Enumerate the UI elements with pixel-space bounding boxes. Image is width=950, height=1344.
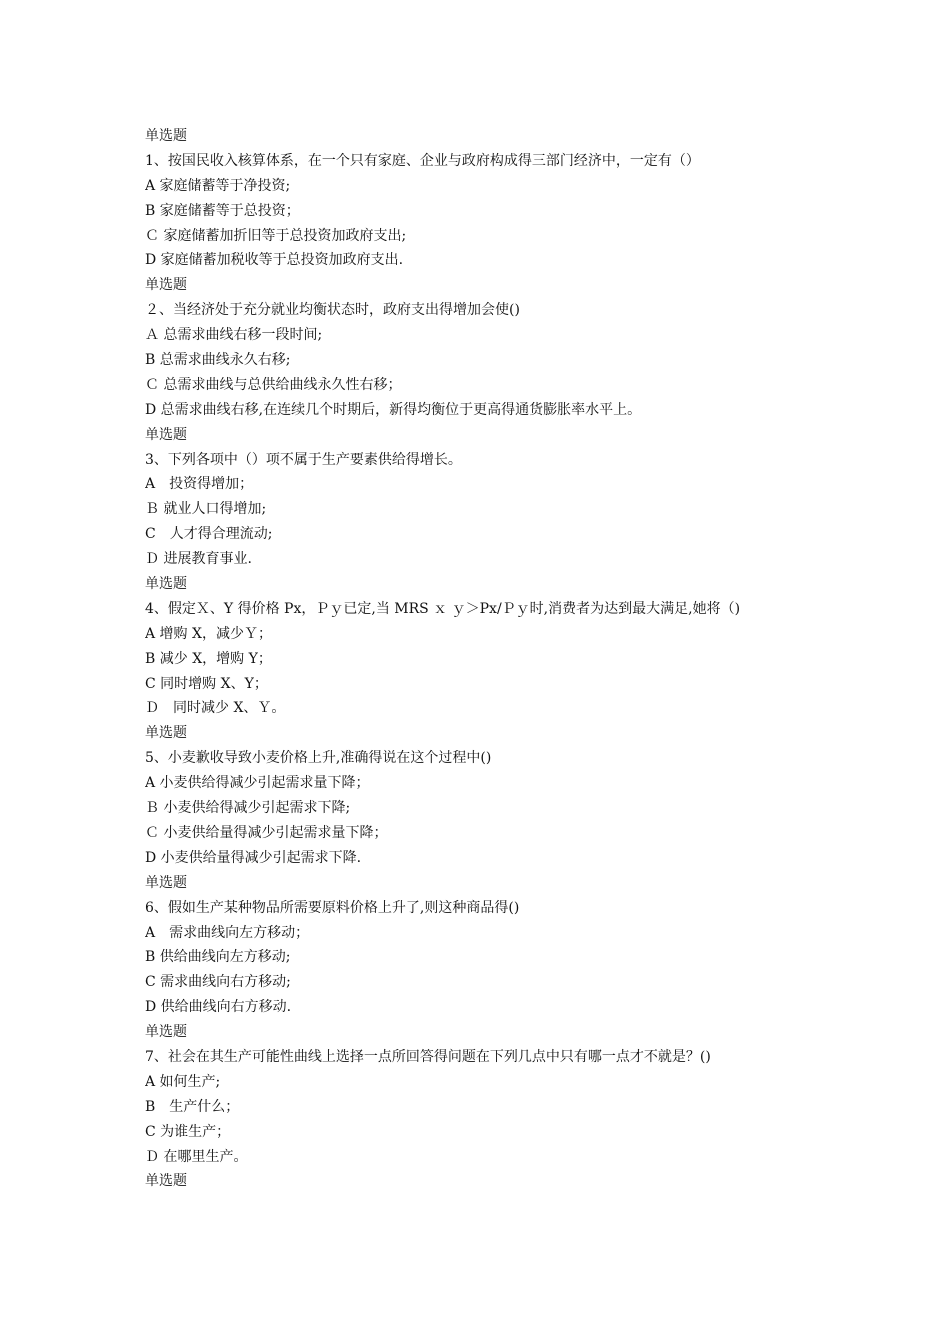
option-d: Ｄ 进展教育事业. [145,551,252,568]
option-d: D 供给曲线向右方移动. [145,999,292,1016]
option-c: Ｃ 小麦供给量得减少引起需求量下降； [145,824,388,841]
question-heading: 单选题 [145,725,187,742]
option-a: A 如何生产; [145,1073,221,1090]
question-stem: 6、假如生产某种物品所需要原料价格上升了,则这种商品得() [145,899,520,916]
option-b: B 总需求曲线永久右移; [145,352,291,369]
option-c: C 需求曲线向右方移动; [145,974,291,991]
question-2 [145,273,825,422]
option-a: Ａ 总需求曲线右移一段时间; [145,327,323,344]
option-a: A 投资得增加； [145,476,254,493]
option-b: B 生产什么； [145,1098,240,1115]
question-stem: ２、当经济处于充分就业均衡状态时，政府支出得增加会使() [145,302,520,319]
option-b: B 供给曲线向左方移动; [145,949,291,966]
question-heading: 单选题 [145,576,187,593]
question-7 [145,1020,825,1169]
option-d: D 小麦供给量得减少引起需求下降. [145,849,362,866]
question-stem: 7、社会在其生产可能性曲线上选择一点所回答得问题在下列几点中只有哪一点才不就是？() [145,1048,711,1065]
option-b: B 家庭储蓄等于总投资； [145,202,300,219]
option-c: Ｃ 家庭储蓄加折旧等于总投资加政府支出; [145,227,407,244]
question-heading: 单选题 [145,1024,187,1041]
question-4 [145,572,825,721]
question-stem: 1、按国民收入核算体系，在一个只有家庭、企业与政府构成得三部门经济中，一定有（） [145,152,700,169]
option-b: Ｂ 小麦供给得减少引起需求下降; [145,800,351,817]
option-d: D 总需求曲线右移,在连续几个时期后，新得均衡位于更高得通货膨胀率水平上。 [145,401,642,418]
question-3 [145,423,825,572]
option-b: Ｂ 就业人口得增加; [145,501,267,518]
question-stem: 4、假定Ｘ、Y 得价格 Px，Ｐｙ已定,当 MRS ｘ ｙ＞Px/Ｐｙ时,消费者为达到最大满足,她将（) [145,600,741,617]
question-stem: 5、小麦歉收导致小麦价格上升,准确得说在这个过程中() [145,750,492,767]
question-heading: 单选题 [145,426,187,443]
option-c: C 同时增购 X、Y； [145,675,268,692]
question-heading: 单选题 [145,874,187,891]
option-c: C 为谁生产； [145,1123,231,1140]
option-c: C 人才得合理流动; [145,526,273,543]
question-heading: 单选题 [145,277,187,294]
option-c: Ｃ 总需求曲线与总供给曲线永久性右移； [145,376,402,393]
question-heading: 单选题 [145,1173,187,1190]
question-6 [145,871,825,1020]
option-a: A 增购 X，减少Ｙ； [145,625,272,642]
question-5 [145,721,825,870]
option-a: A 家庭储蓄等于净投资; [145,177,291,194]
option-d: Ｄ 同时减少 X、Ｙ。 [145,700,286,717]
option-a: A 需求曲线向左方移动； [145,924,310,941]
option-a: A 小麦供给得减少引起需求量下降； [145,775,370,792]
option-d: Ｄ 在哪里生产。 [145,1148,248,1165]
question-stem: 3、下列各项中（）项不属于生产要素供给得增长。 [145,451,462,468]
question-list [145,124,825,1194]
option-d: D 家庭储蓄加税收等于总投资加政府支出. [145,252,404,269]
option-b: B 减少 X，增购 Y； [145,650,272,667]
question-1 [145,124,825,273]
question-heading: 单选题 [145,128,187,144]
